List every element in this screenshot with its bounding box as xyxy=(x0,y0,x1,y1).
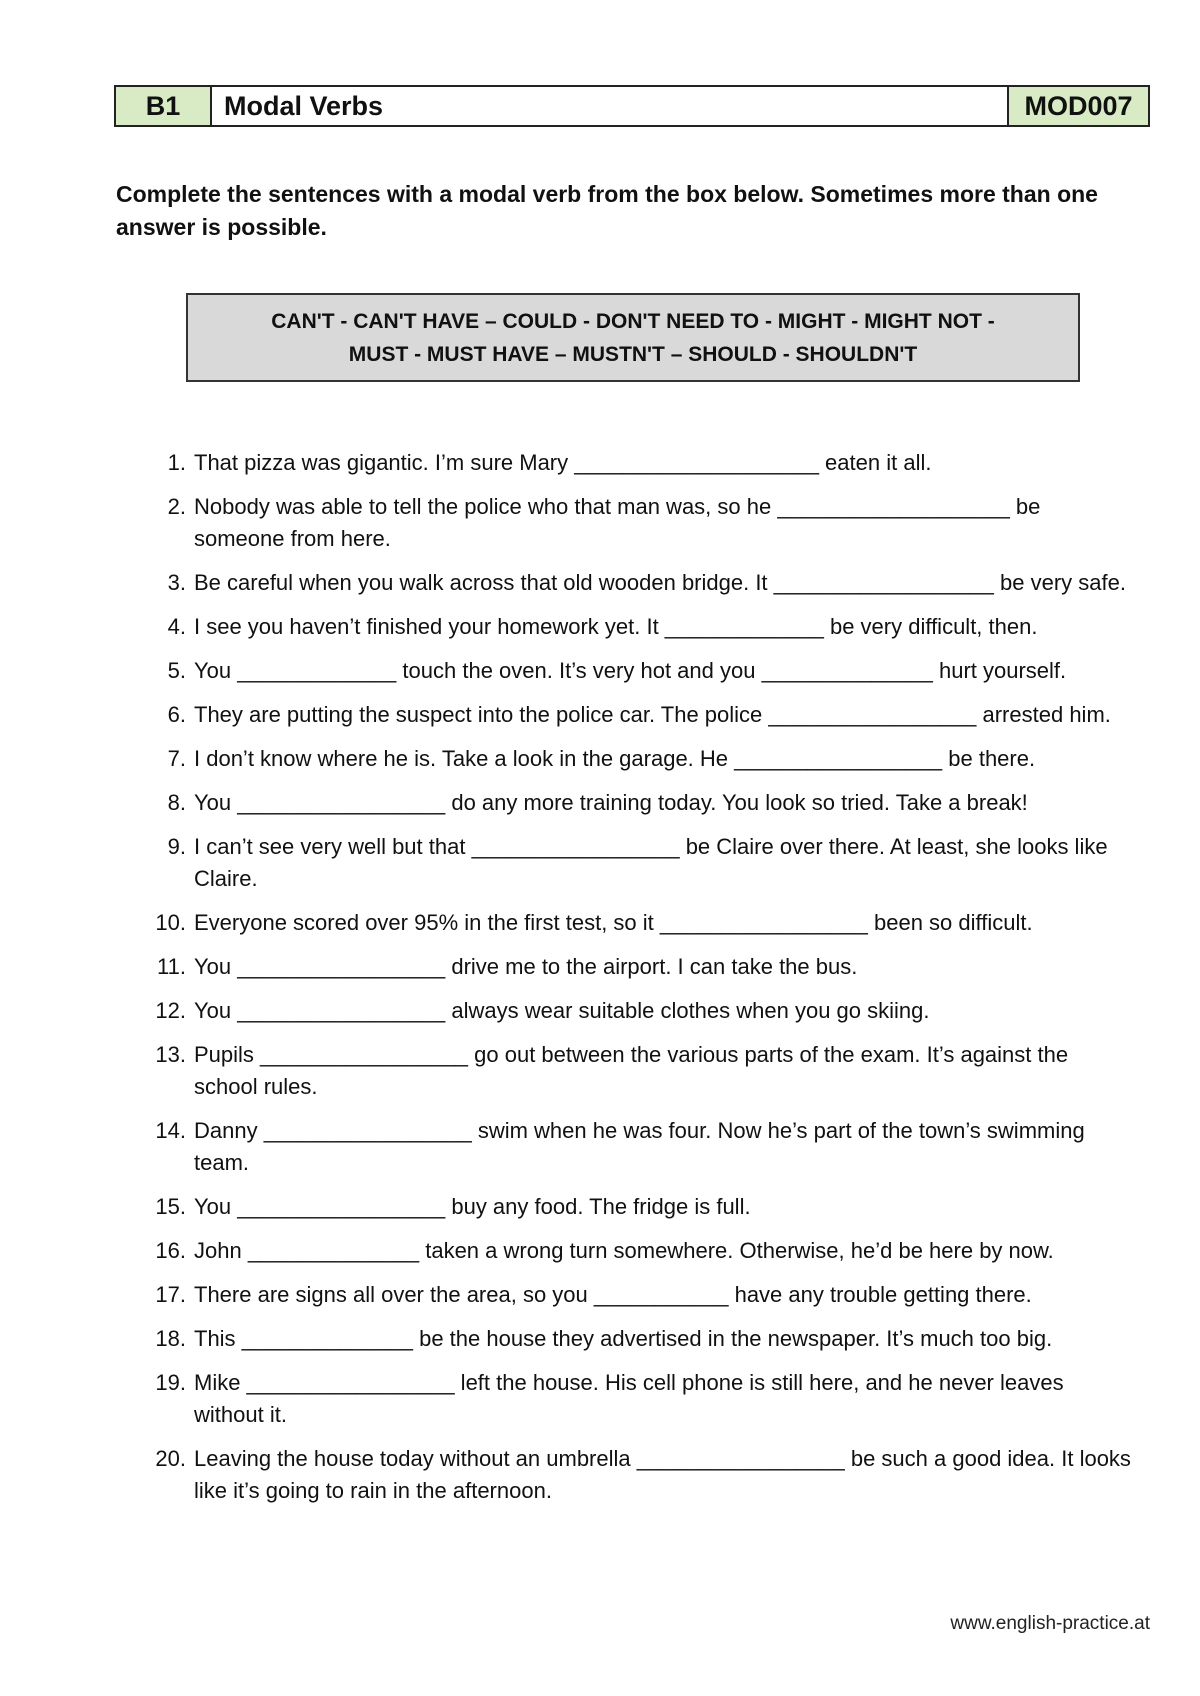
exercise-item xyxy=(146,995,1136,1027)
item-number: 20. xyxy=(155,1446,186,1471)
item-text: They are putting the suspect into the police car. The police _________________ arrested him. xyxy=(194,702,1111,727)
exercise-item xyxy=(146,1279,1136,1311)
item-number: 16. xyxy=(155,1238,186,1263)
exercise-item xyxy=(146,567,1136,599)
item-text: Nobody was able to tell the police who that man was, so he ___________________ be someone from here. xyxy=(194,494,1041,551)
instructions: Complete the sentences with a modal verb from the box below. Sometimes more than one answer is possible. xyxy=(116,181,1098,240)
exercise-list xyxy=(146,447,1136,1519)
item-number: 5. xyxy=(167,658,186,683)
item-number: 8. xyxy=(167,790,186,815)
item-text: I see you haven’t finished your homework yet. It _____________ be very difficult, then. xyxy=(194,614,1038,639)
item-text: Leaving the house today without an umbrella _________________ be such a good idea. It looks like it’s going to rain in the afternoon. xyxy=(194,1446,1131,1503)
item-text: You _________________ do any more training today. You look so tried. Take a break! xyxy=(194,790,1028,815)
footer-website: www.english-practice.at xyxy=(950,1613,1150,1634)
worksheet-code: MOD007 xyxy=(1007,87,1148,125)
item-number: 15. xyxy=(155,1194,186,1219)
item-text: John ______________ taken a wrong turn somewhere. Otherwise, he’d be here by now. xyxy=(194,1238,1054,1263)
exercise-item xyxy=(146,491,1136,555)
worksheet-title: Modal Verbs xyxy=(212,87,1007,125)
item-number: 2. xyxy=(167,494,186,519)
item-text: You _________________ drive me to the airport. I can take the bus. xyxy=(194,954,858,979)
item-number: 11. xyxy=(157,954,186,979)
item-number: 10. xyxy=(155,910,186,935)
item-text: You _____________ touch the oven. It’s very hot and you ______________ hurt yourself. xyxy=(194,658,1067,683)
exercise-item xyxy=(146,1443,1136,1507)
exercise-item xyxy=(146,699,1136,731)
item-number: 1. xyxy=(167,450,186,475)
item-number: 19. xyxy=(155,1370,186,1395)
exercise-item xyxy=(146,1115,1136,1179)
word-box xyxy=(186,293,1080,382)
exercise-item xyxy=(146,831,1136,895)
item-text: That pizza was gigantic. I’m sure Mary ____________________ eaten it all. xyxy=(194,450,932,475)
exercise-item xyxy=(146,447,1136,479)
item-text: Pupils _________________ go out between the various parts of the exam. It’s against the school rules. xyxy=(194,1042,1069,1099)
item-text: Danny _________________ swim when he was four. Now he’s part of the town’s swimming team. xyxy=(194,1118,1085,1175)
item-number: 7. xyxy=(167,746,186,771)
exercise-item xyxy=(146,787,1136,819)
exercise-item xyxy=(146,1323,1136,1355)
exercise-item xyxy=(146,611,1136,643)
level-badge: B1 xyxy=(116,87,212,125)
item-number: 4. xyxy=(167,614,186,639)
exercise-item xyxy=(146,907,1136,939)
word-box-line-1: CAN'T - CAN'T HAVE – COULD - DON'T NEED TO - MIGHT - MIGHT NOT - xyxy=(271,309,995,333)
exercise-item xyxy=(146,1039,1136,1103)
exercise-item xyxy=(146,1235,1136,1267)
item-text: You _________________ always wear suitable clothes when you go skiing. xyxy=(194,998,930,1023)
item-text: I don’t know where he is. Take a look in the garage. He _________________ be there. xyxy=(194,746,1036,771)
item-number: 17. xyxy=(155,1282,186,1307)
item-number: 3. xyxy=(167,570,186,595)
item-text: This ______________ be the house they advertised in the newspaper. It’s much too big. xyxy=(194,1326,1053,1351)
item-number: 18. xyxy=(155,1326,186,1351)
item-text: There are signs all over the area, so you ___________ have any trouble getting there. xyxy=(194,1282,1032,1307)
item-number: 13. xyxy=(155,1042,186,1067)
item-number: 12. xyxy=(155,998,186,1023)
item-number: 14. xyxy=(155,1118,186,1143)
worksheet-header xyxy=(114,85,1150,127)
item-text: Mike _________________ left the house. His cell phone is still here, and he never leaves without it. xyxy=(194,1370,1064,1427)
item-text: Everyone scored over 95% in the first test, so it _________________ been so difficult. xyxy=(194,910,1033,935)
item-text: I can’t see very well but that _________________ be Claire over there. At least, she looks like Claire. xyxy=(194,834,1108,891)
item-text: Be careful when you walk across that old wooden bridge. It __________________ be very safe. xyxy=(194,570,1126,595)
item-number: 6. xyxy=(167,702,186,727)
exercise-item xyxy=(146,1367,1136,1431)
item-number: 9. xyxy=(167,834,186,859)
exercise-item xyxy=(146,1191,1136,1223)
item-text: You _________________ buy any food. The fridge is full. xyxy=(194,1194,751,1219)
exercise-item xyxy=(146,743,1136,775)
exercise-item xyxy=(146,655,1136,687)
word-box-line-2: MUST - MUST HAVE – MUSTN'T – SHOULD - SHOULDN'T xyxy=(348,342,918,366)
exercise-item xyxy=(146,951,1136,983)
